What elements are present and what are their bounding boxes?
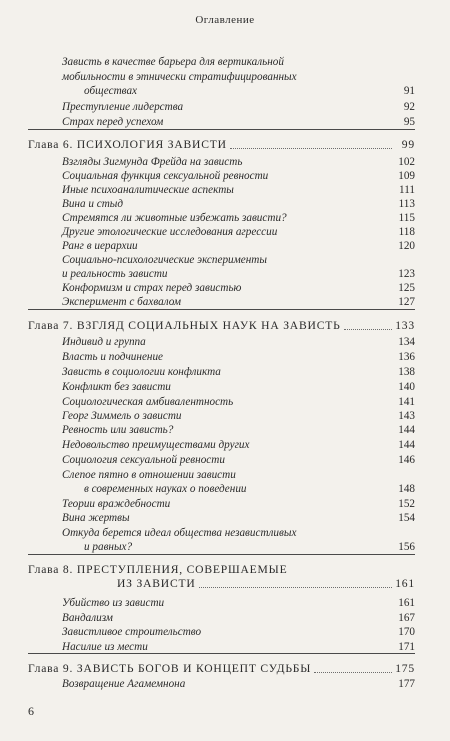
entry-title: Насилие из мести xyxy=(62,641,148,653)
toc-entry xyxy=(84,540,415,554)
entry-page-number: 136 xyxy=(398,351,415,363)
entry-title: ИЗ ЗАВИСТИ xyxy=(117,577,196,590)
entry-page-number: 144 xyxy=(398,424,415,436)
section-divider xyxy=(28,554,415,555)
entry-title: и реальность зависти xyxy=(62,268,168,280)
toc-entry xyxy=(62,211,415,225)
toc-entry xyxy=(62,115,415,129)
toc-entry xyxy=(62,183,415,197)
toc-entry xyxy=(62,526,415,540)
entry-page-number: 120 xyxy=(398,240,415,252)
entry-title: Слепое пятно в отношении зависти xyxy=(62,469,236,481)
entry-page-number: 161 xyxy=(395,577,415,590)
toc-entry xyxy=(62,100,415,114)
entry-title: Социально-психологические эксперименты xyxy=(62,254,267,266)
toc-entry xyxy=(62,239,415,253)
entry-title: Другие этологические исследования агрессии xyxy=(62,226,278,238)
entry-title: Эксперимент с бахвалом xyxy=(62,296,182,308)
toc-entry xyxy=(62,511,415,525)
toc-entry xyxy=(62,197,415,211)
entry-page-number: 154 xyxy=(398,512,415,524)
entry-title: Глава 8. ПРЕСТУПЛЕНИЯ, СОВЕРШАЕМЫЕ xyxy=(28,563,288,576)
entry-page-number: 143 xyxy=(398,410,415,422)
entry-title: Теории враждебности xyxy=(62,498,171,510)
toc-entry xyxy=(62,395,415,409)
entry-page-number: 133 xyxy=(395,319,415,332)
entry-title: и равных? xyxy=(84,541,133,553)
entry-page-number: 91 xyxy=(403,85,415,97)
entry-page-number: 111 xyxy=(399,184,415,196)
entry-page-number: 109 xyxy=(398,170,415,182)
entry-page-number: 99 xyxy=(401,138,415,151)
entry-title: мобильности в этнически стратифицированных xyxy=(62,71,297,83)
entry-page-number: 152 xyxy=(398,498,415,510)
entry-page-number: 118 xyxy=(398,226,415,238)
toc-entry xyxy=(62,225,415,239)
entry-page-number: 95 xyxy=(403,116,415,128)
entry-page-number: 144 xyxy=(398,439,415,451)
entry-title: Социология сексуальной ревности xyxy=(62,454,225,466)
toc-entry xyxy=(62,350,415,364)
dot-leader xyxy=(344,329,392,330)
toc-entry xyxy=(62,155,415,169)
entry-title: Стремятся ли животные избежать зависти? xyxy=(62,212,287,224)
entry-page-number: 171 xyxy=(398,641,415,653)
entry-title: обществах xyxy=(84,85,137,97)
toc-entry xyxy=(62,596,415,610)
running-header: Оглавление xyxy=(195,14,255,26)
toc-entry xyxy=(62,335,415,349)
entry-page-number: 138 xyxy=(398,366,415,378)
entry-title: Зависть в социологии конфликта xyxy=(62,366,221,378)
toc-entry xyxy=(84,482,415,496)
toc-entry xyxy=(62,423,415,437)
entry-title: Конформизм и страх перед завистью xyxy=(62,282,242,294)
entry-title: Взгляды Зигмунда Фрейда на зависть xyxy=(62,156,243,168)
chapter-entry xyxy=(117,576,415,591)
entry-page-number: 156 xyxy=(398,541,415,553)
toc-entry xyxy=(62,253,415,267)
entry-title: Откуда берется идеал общества независтливых xyxy=(62,527,297,539)
entry-page-number: 161 xyxy=(398,597,415,609)
entry-title: Завистливое строительство xyxy=(62,626,202,638)
chapter-entry xyxy=(28,318,415,333)
page-number: 6 xyxy=(28,704,34,718)
entry-page-number: 140 xyxy=(398,381,415,393)
entry-page-number: 141 xyxy=(398,396,415,408)
entry-title: Ревность или зависть? xyxy=(62,424,174,436)
dot-leader xyxy=(314,672,392,673)
entry-title: Преступление лидерства xyxy=(62,101,184,113)
toc-entry xyxy=(62,295,415,309)
entry-title: Вина жертвы xyxy=(62,512,130,524)
toc-entry xyxy=(62,365,415,379)
entry-page-number: 92 xyxy=(403,101,415,113)
entry-page-number: 125 xyxy=(398,282,415,294)
toc-entry xyxy=(62,677,415,691)
chapter-entry xyxy=(28,137,415,152)
entry-title: Недовольство преимуществами других xyxy=(62,439,250,451)
entry-title: Глава 9. ЗАВИСТЬ БОГОВ И КОНЦЕПТ СУДЬБЫ xyxy=(28,662,312,675)
toc-entry xyxy=(62,438,415,452)
entry-title: Убийство из зависти xyxy=(62,597,165,609)
entry-title: Иные психоаналитические аспекты xyxy=(62,184,234,196)
toc-entry xyxy=(62,611,415,625)
section-divider xyxy=(28,653,415,654)
toc-entry xyxy=(84,84,415,98)
entry-title: Власть и подчинение xyxy=(62,351,164,363)
toc-entry xyxy=(62,380,415,394)
entry-title: Возвращение Агамемнона xyxy=(62,678,186,690)
entry-title: Индивид и группа xyxy=(62,336,146,348)
entry-page-number: 146 xyxy=(398,454,415,466)
toc-entry xyxy=(62,70,415,84)
entry-title: Глава 7. ВЗГЛЯД СОЦИАЛЬНЫХ НАУК НА ЗАВИСТЬ xyxy=(28,319,341,332)
chapter-entry xyxy=(28,562,415,577)
entry-title: Страх перед успехом xyxy=(62,116,164,128)
entry-title: Вандализм xyxy=(62,612,113,624)
entry-page-number: 175 xyxy=(395,662,415,675)
toc-entry xyxy=(62,281,415,295)
entry-title: Ранг в иерархии xyxy=(62,240,138,252)
entry-title: Вина и стыд xyxy=(62,198,124,210)
toc-entry xyxy=(62,468,415,482)
dot-leader xyxy=(230,148,392,149)
entry-page-number: 134 xyxy=(398,336,415,348)
entry-page-number: 177 xyxy=(398,678,415,690)
entry-page-number: 113 xyxy=(398,198,415,210)
section-divider xyxy=(28,309,415,310)
toc-entry xyxy=(62,640,415,654)
entry-title: Глава 6. ПСИХОЛОГИЯ ЗАВИСТИ xyxy=(28,138,227,151)
entry-title: в современных науках о поведении xyxy=(84,483,247,495)
toc-entry xyxy=(62,267,415,281)
entry-page-number: 123 xyxy=(398,268,415,280)
section-divider xyxy=(28,129,415,130)
entry-title: Конфликт без зависти xyxy=(62,381,171,393)
toc-entry xyxy=(62,453,415,467)
toc-entry xyxy=(62,625,415,639)
entry-page-number: 115 xyxy=(398,212,415,224)
entry-title: Социальная функция сексуальной ревности xyxy=(62,170,269,182)
toc-entry xyxy=(62,409,415,423)
toc-entry xyxy=(62,55,415,69)
entry-title: Георг Зиммель о зависти xyxy=(62,410,182,422)
toc-entry xyxy=(62,169,415,183)
entry-page-number: 170 xyxy=(398,626,415,638)
entry-title: Зависть в качестве барьера для вертикальной xyxy=(62,56,284,68)
entry-page-number: 167 xyxy=(398,612,415,624)
entry-title: Социологическая амбивалентность xyxy=(62,396,234,408)
dot-leader xyxy=(199,587,392,588)
chapter-entry xyxy=(28,661,415,676)
entry-page-number: 148 xyxy=(398,483,415,495)
entry-page-number: 102 xyxy=(398,156,415,168)
toc-entry xyxy=(62,497,415,511)
entry-page-number: 127 xyxy=(398,296,415,308)
